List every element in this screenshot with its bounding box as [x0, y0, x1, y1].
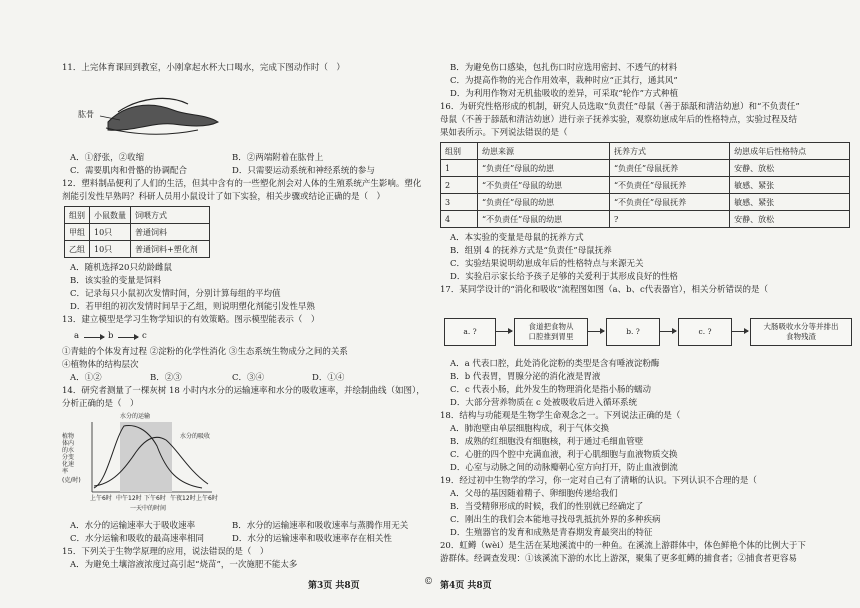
arm-figure [78, 92, 228, 140]
chart-xtick: 下午6时 [144, 495, 166, 502]
q16-stem-line1: 16．为研究性格形成的机制，研究人员选取“负责任”母鼠（善于舔舐和清洁幼崽）和“不负责任” [440, 102, 800, 112]
q16-option-a: A．本实验的变量是母鼠的抚养方式 [450, 233, 584, 243]
model-arrow [84, 337, 104, 338]
flow-box-esophagus: 食道把食物从 口腔推到胃里 [514, 318, 588, 346]
chart-title: 水分的运输 [120, 413, 151, 420]
center-mark: © [424, 577, 433, 587]
q16-stem-line2: 母鼠（不善于舔舐和清洁幼崽）进行亲子抚养实验，观察幼崽成年后的性格特点，实验过程及结 [440, 115, 798, 125]
q18-stem: 18．结构与功能观是生物学生命观念之一。下列说法正确的是（ [440, 411, 681, 421]
right-page [430, 0, 860, 608]
chart-ylabel: 体内 [62, 440, 75, 447]
q14-stem-line1: 14．研究者测量了一棵灰树 18 小时内水分的运输速率和水分的吸收速率，并绘制曲线（如图）， [62, 386, 425, 396]
q14-option-d: D．水分的运输速率和吸收速率存在相关性 [232, 534, 392, 544]
q12-cell: 普通饲料+塑化剂 [131, 241, 210, 258]
q19-option-b: B．当受精卵形成的时候，我们的性别就已经确定了 [450, 502, 644, 512]
q16-cell: “不负责任”母鼠抚养 [609, 177, 729, 194]
q15-option-d: D．为利用作物对无机盐吸收的差异，可采取“轮作”方式种植 [450, 89, 679, 99]
q11-option-a: A．①舒张，②收缩 [70, 153, 145, 163]
q12-stem-line1: 12．塑料制品便利了人们的生活，但其中含有的一些塑化剂会对人体的生殖系统产生影响。塑化 [62, 179, 422, 189]
q17-option-a: A．a 代表口腔，此处消化淀粉的类型是含有唾液淀粉酶 [450, 359, 660, 369]
q20-stem-line2: 游群体。经调查发现：①该溪流下游的水比上游深，聚集了更多虹鳟的捕食者；②捕食者更容易 [440, 554, 798, 564]
page-footer-right: 第4页 共8页 [440, 581, 492, 591]
q15-stem: 15．下列关于生物学原理的应用，说法错误的是（ ） [62, 547, 269, 557]
q12-option-c: C．记录每只小鼠初次发情时间，分别计算每组的平均值 [70, 289, 281, 299]
q19-option-d: D．生殖器官的发育和成熟是青春期发育最突出的特征 [450, 528, 653, 538]
q16-option-d: D．实验启示家长给予孩子足够的关爱利于其形成良好的性格 [450, 272, 678, 282]
q12-option-d: D．若甲组的初次发情时间早于乙组，则说明塑化剂能引发性早熟 [70, 302, 315, 312]
q11-stem: 11．上完体育课回到教室，小刚拿起水杯大口喝水，完成下图动作时（ ） [62, 63, 345, 73]
q18-option-c: C．心脏的四个腔中充满血液，利于心肌细胞与血液物质交换 [450, 450, 678, 460]
q12-option-b: B．该实验的变量是饲料 [70, 276, 162, 286]
q16-table [440, 142, 850, 228]
q18-option-d: D．心室与动脉之间的动脉瓣朝心室方向打开，防止血液倒流 [450, 463, 678, 473]
page-footer-left: 第3页 共8页 [308, 581, 360, 591]
chart-ylabel: 分变 [62, 454, 75, 461]
flow-arrow [588, 331, 604, 332]
q14-chart [62, 410, 262, 518]
chart-ylabel: 的水 [62, 447, 75, 454]
q19-option-a: A．父母的基因随着精子、卵细胞传递给我们 [450, 489, 618, 499]
q20-stem-line1: 20．虹鳟（wèi）是生活在某地溪流中的一种鱼。在溪流上游群体中，体色鲜艳个体的比例大于下 [440, 541, 806, 551]
flow-box-b: b. ? [606, 318, 660, 346]
flow-arrow [660, 331, 676, 332]
q12-option-a: A．随机选择20只幼龄雌鼠 [70, 263, 172, 273]
q16-cell: 1 [441, 160, 478, 177]
flow-box-a: a. ? [444, 318, 496, 346]
q12-header-0: 组别 [65, 207, 90, 224]
q16-header: 幼崽来源 [477, 143, 609, 160]
q13-option-b: B．②③ [150, 373, 182, 383]
q18-option-a: A．肺泡壁由单层细胞构成，利于气体交换 [450, 424, 610, 434]
q16-cell: 安静、放松 [730, 160, 850, 177]
q13-option-d: D．①④ [312, 373, 345, 383]
flow-box-c: c. ? [678, 318, 732, 346]
q12-stem-line2: 剂能引发性早熟吗？科研人员用小鼠设计了如下实验，相关步骤或结论正确的是（ ） [62, 192, 386, 202]
q16-header: 幼崽成年后性格特点 [730, 143, 850, 160]
q15-option-a: A．为避免土壤溶液浓度过高引起“烧苗”，一次施肥不能太多 [70, 560, 298, 570]
q16-cell: “不负责任”母鼠的幼崽 [477, 211, 609, 228]
q16-cell: “负责任”母鼠抚养 [609, 160, 729, 177]
model-a: a [74, 331, 80, 341]
q16-cell: ? [609, 211, 729, 228]
q11-fig-label: 肱骨 [78, 110, 94, 119]
q11-option-c: C．需要肌肉和骨骼的协调配合 [70, 166, 188, 176]
model-arrow [118, 337, 138, 338]
chart-ylabel: 植物 [62, 433, 75, 440]
q14-stem-line2: 分析正确的是（ ） [62, 399, 139, 409]
q16-cell: “不负责任”母鼠的幼崽 [477, 177, 609, 194]
q12-cell: 10只 [90, 241, 131, 258]
q16-cell: 敏感、紧张 [730, 177, 850, 194]
q18-option-b: B．成熟的红细胞没有细胞核，利于通过毛细血管壁 [450, 437, 644, 447]
q15-option-b: B．为避免伤口感染，包扎伤口时应选用密封、不透气的材料 [450, 63, 678, 73]
flow-arrow [732, 331, 748, 332]
chart-xtick: 上午6时 [196, 495, 218, 502]
q16-cell: 3 [441, 194, 478, 211]
flow-box-large-intestine: 大肠吸收水分等并排出 食物残渣 [750, 318, 852, 346]
chart-xtick: 午夜12时 [170, 495, 196, 502]
q13-option-c: C．③④ [232, 373, 265, 383]
q16-cell: 安静、放松 [730, 211, 850, 228]
q11-option-d: D．只需要运动系统和神经系统的参与 [232, 166, 375, 176]
q16-cell: “负责任”母鼠的幼崽 [477, 194, 609, 211]
q11-option-b: B．②两端附着在肱骨上 [232, 153, 324, 163]
q16-cell: 4 [441, 211, 478, 228]
chart-ylabel: (克/时) [62, 477, 81, 484]
chart-ylabel: 化速 [62, 461, 75, 468]
q16-cell: “负责任”母鼠的幼崽 [477, 160, 609, 177]
q12-cell: 乙组 [65, 241, 90, 258]
q14-option-a: A．水分的运输速率大于吸收速率 [70, 521, 196, 531]
q13-choices-line1: ①青蛙的个体发育过程 ②淀粉的化学性消化 ③生态系统生物成分之间的关系 [62, 347, 348, 357]
q16-cell: 2 [441, 177, 478, 194]
q14-option-b: B．水分的运输速率和吸收速率与蒸腾作用无关 [232, 521, 409, 531]
chart-xtick: 中午12时 [116, 495, 142, 502]
q19-option-c: C．刚出生的我们会本能地寻找母乳抵抗外界的多种疾病 [450, 515, 661, 525]
q13-stem: 13．建立模型是学习生物学知识的有效策略。图示模型能表示（ ） [62, 315, 320, 325]
q12-table [64, 206, 210, 258]
q16-option-b: B．组别 4 的抚养方式是“负责任”母鼠抚养 [450, 246, 612, 256]
q12-header-1: 小鼠数量 [90, 207, 131, 224]
q16-option-c: C．实验结果说明幼崽成年后的性格特点与来源无关 [450, 259, 644, 269]
chart-series-label: 水分的吸收 [180, 433, 211, 440]
q12-cell: 普通饲料 [131, 224, 210, 241]
q16-cell: “不负责任”母鼠抚养 [609, 194, 729, 211]
q16-header: 组别 [441, 143, 478, 160]
q19-stem: 19．经过初中生物学的学习，你一定对自己有了清晰的认识。下列认识不合理的是（ [440, 476, 757, 486]
q16-cell: 敏感、紧张 [730, 194, 850, 211]
q15-option-c: C．为提高作物的光合作用效率，栽种时应“正其行，通其风” [450, 76, 678, 86]
q13-option-a: A．①② [70, 373, 102, 383]
chart-ylabel: 率 [62, 468, 69, 475]
model-c: c [142, 331, 147, 341]
model-b: b [108, 331, 114, 341]
q17-option-c: C．c 代表小肠，此外发生的物理消化是指小肠的蠕动 [450, 385, 651, 395]
q16-stem-line3: 果如表所示。下列说法错误的是（ [440, 128, 568, 138]
q16-header: 抚养方式 [609, 143, 729, 160]
q13-choices-line2: ④植物体的结构层次 [62, 360, 139, 370]
flow-arrow [496, 331, 512, 332]
q14-option-c: C．水分运输和吸收的最高速率相同 [70, 534, 205, 544]
q17-option-d: D．大部分营养物质在 c 处被吸收后进入循环系统 [450, 398, 637, 408]
q12-cell: 甲组 [65, 224, 90, 241]
chart-xlabel: 一天中的时间 [130, 505, 167, 512]
q12-header-2: 饲喂方式 [131, 207, 210, 224]
q17-stem: 17．某同学设计的“消化和吸收”流程图如图（a、b、c代表器官），相关分析错误的是（ [440, 285, 769, 295]
chart-xtick: 上午6时 [90, 495, 112, 502]
q17-option-b: B．b 代表胃，胃腺分泌的消化液是胃液 [450, 372, 601, 382]
q12-cell: 10只 [90, 224, 131, 241]
